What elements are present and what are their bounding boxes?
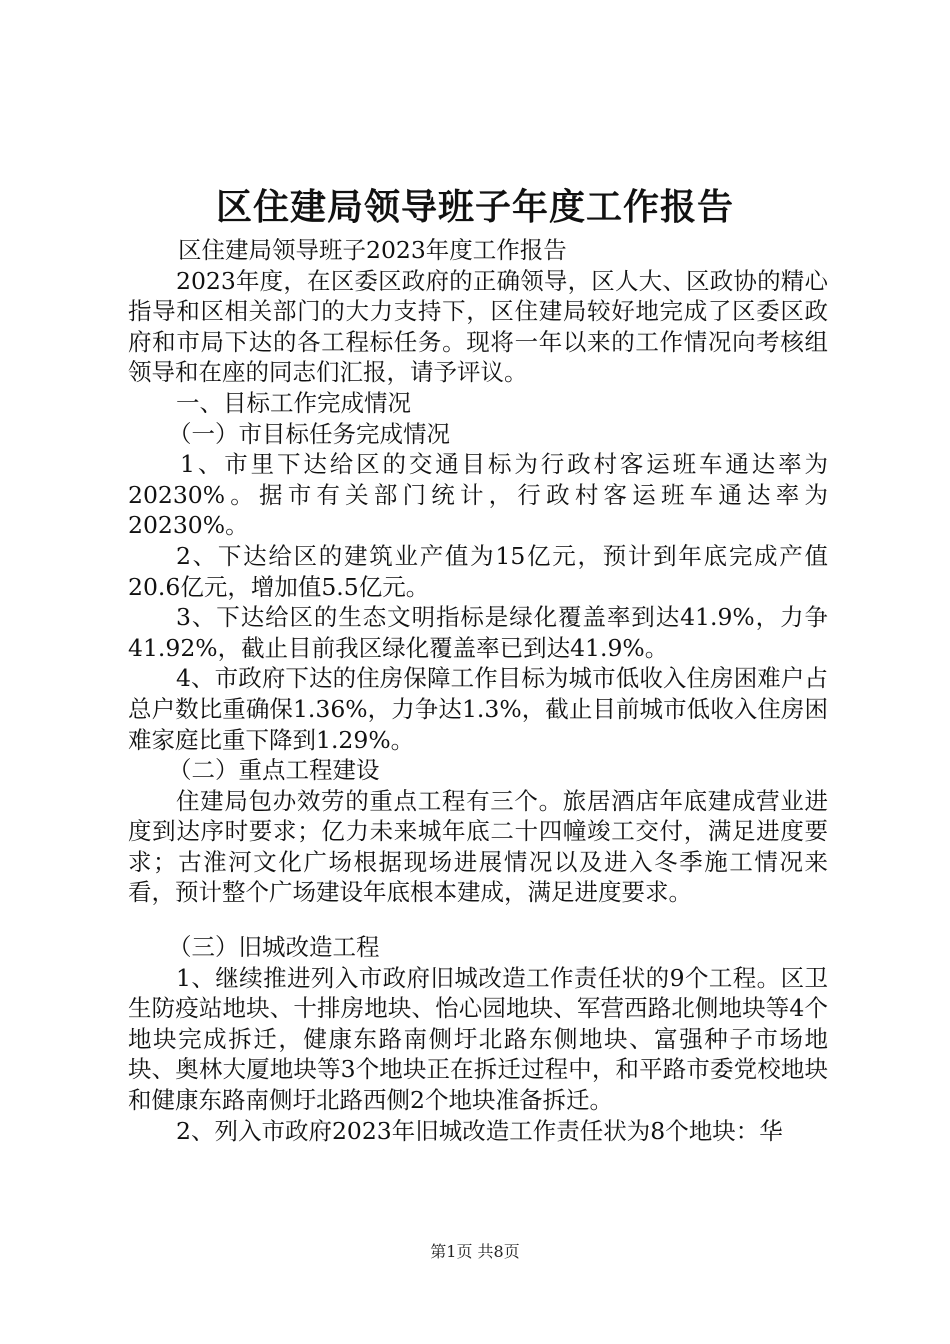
- subtitle-paragraph: 区住建局领导班子2023年度工作报告: [178, 236, 567, 264]
- body-paragraph: 住建局包办效劳的重点工程有三个。旅居酒店年底建成营业进度到达序时要求；亿力未来城年底二十四幢竣工交付，满足进度要求；古淮河文化广场根据现场进展情况以及进入冬季施工情况来看，预计整个广场建设年底根本建成，满足进度要求。: [128, 786, 828, 907]
- list-item-paragraph: 4、市政府下达的住房保障工作目标为城市低收入住房困难户占总户数比重确保1.36%，力争达1.3%，截止目前城市低收入住房困难家庭比重下降到1.29%。: [128, 664, 828, 754]
- section-heading: 一、目标工作完成情况: [176, 388, 411, 417]
- page-number-footer: 第1页 共8页: [430, 1242, 520, 1261]
- document-body: [128, 235, 828, 1146]
- paragraph-gap: [128, 908, 828, 932]
- list-item-paragraph: 1、市里下达给区的交通目标为行政村客运班车通达率为20230%。据市有关部门统计，行政村客运班车通达率为20230%。: [128, 450, 828, 540]
- list-item-paragraph: 2、下达给区的建筑业产值为15亿元，预计到年底完成产值20.6亿元，增加值5.5亿元。: [128, 541, 828, 601]
- intro-paragraph: 2023年度，在区委区政府的正确领导，区人大、区政协的精心指导和区相关部门的大力支持下，区住建局较好地完成了区委区政府和市局下达的各工程标任务。现将一年以来的工作情况向考核组领导和在座的同志们汇报，请予评议。: [128, 266, 828, 387]
- list-item-paragraph: 3、下达给区的生态文明指标是绿化覆盖率到达41.9%，力争41.92%，截止目前我区绿化覆盖率已到达41.9%。: [128, 603, 828, 662]
- subsection-heading: （一）市目标任务完成情况: [168, 419, 450, 448]
- list-item-paragraph: 1、继续推进列入市政府旧城改造工作责任状的9个工程。区卫生防疫站地块、十排房地块、怡心园地块、军营西路北侧地块等4个地块完成拆迁，健康东路南侧圩北路东侧地块、富强种子市场地块、奥林大厦地块等3个地块正在拆迁过程中，和平路市委党校地块和健康东路南侧圩北路西侧2个地块准备拆迁。: [128, 963, 828, 1115]
- document-title: 区住建局领导班子年度工作报告: [215, 186, 734, 228]
- list-item-paragraph: 2、列入市政府2023年旧城改造工作责任状为8个地块：华: [176, 1116, 783, 1145]
- subsection-heading: （三）旧城改造工程: [168, 933, 380, 962]
- subsection-heading: （二）重点工程建设: [168, 756, 380, 785]
